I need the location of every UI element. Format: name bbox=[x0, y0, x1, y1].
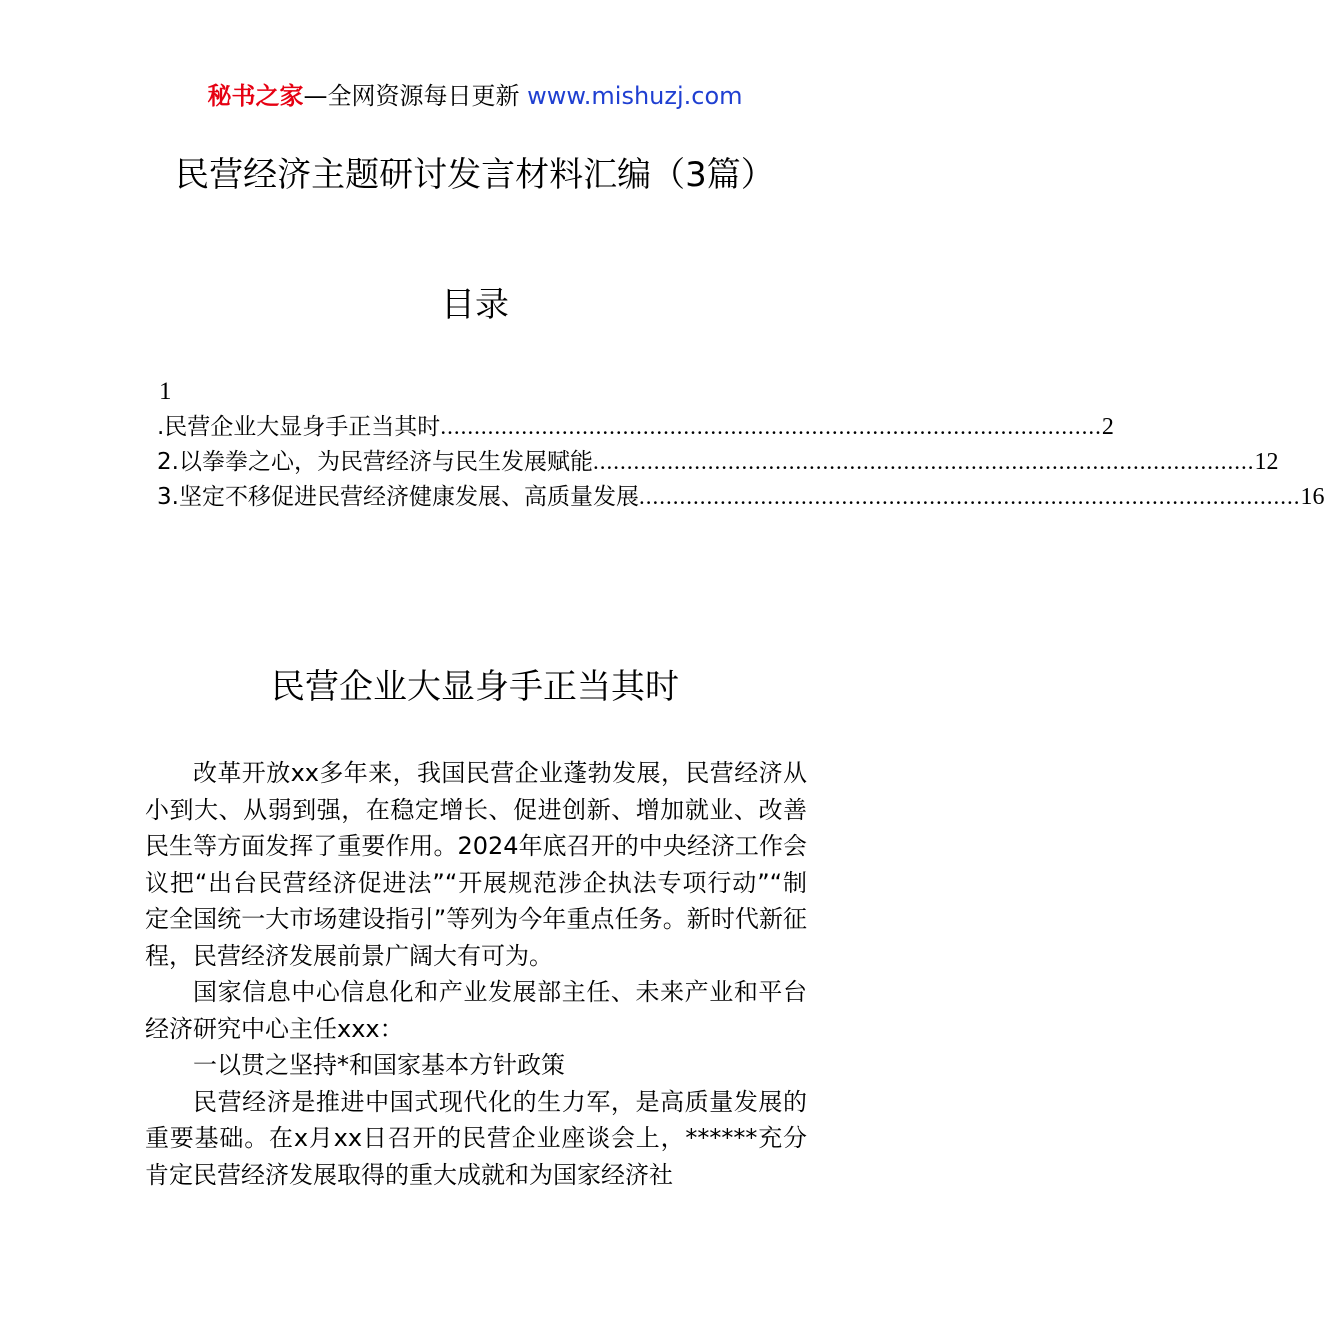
site-url-link[interactable]: www.mishuzj.com bbox=[527, 82, 743, 110]
section-title: 民营企业大显身手正当其时 bbox=[271, 667, 679, 707]
toc-page-number: 12 bbox=[1254, 449, 1279, 475]
toc-entry-label: 2.以拳拳之心，为民营经济与民生发展赋能 bbox=[157, 449, 593, 475]
toc-first-number: 1 bbox=[159, 378, 172, 405]
body-text bbox=[145, 755, 807, 1193]
toc-leader-dots: .................................................................................................. bbox=[592, 449, 1255, 474]
toc-leader-dots: .................................................................................................. bbox=[440, 414, 1102, 439]
toc-page-number: 2 bbox=[1101, 414, 1114, 440]
document-title: 民营经济主题研讨发言材料汇编（3篇） bbox=[175, 155, 775, 195]
paragraph: 国家信息中心信息化和产业发展部主任、未来产业和平台经济研究中心主任xxx： bbox=[145, 978, 807, 1043]
toc-entry-label: 3.坚定不移促进民营经济健康发展、高质量发展 bbox=[157, 484, 639, 510]
toc-leader-dots: .................................................................................................. bbox=[638, 484, 1301, 509]
brand-name: 秘书之家 bbox=[207, 82, 304, 110]
site-header bbox=[0, 80, 950, 112]
toc-entry-1[interactable] bbox=[157, 410, 1114, 444]
paragraph: 一以贯之坚持*和国家基本方针政策 bbox=[193, 1051, 565, 1079]
toc-heading: 目录 bbox=[441, 285, 509, 325]
paragraph: 民营经济是推进中国式现代化的生力军，是高质量发展的重要基础。在x月xx日召开的民营企业座谈会上，******充分肯定民营经济发展取得的重大成就和为国家经济社 bbox=[145, 1087, 807, 1189]
toc-entry-label: .民营企业大显身手正当其时 bbox=[157, 414, 441, 440]
header-tagline: —全网资源每日更新 bbox=[303, 82, 528, 110]
toc-page-number: 16 bbox=[1300, 484, 1324, 510]
toc-entry-2[interactable] bbox=[157, 445, 1279, 479]
paragraph: 改革开放xx多年来，我国民营企业蓬勃发展，民营经济从小到大、从弱到强，在稳定增长、促进创新、增加就业、改善民生等方面发挥了重要作用。2024年底召开的中央经济工作会议把“出台民营经济促进法”“开展规范涉企执法专项行动”“制定全国统一大市场建设指引”等列为今年重点任务。新时代新征程，民营经济发展前景广阔大有可为。 bbox=[145, 759, 807, 970]
toc-entry-3[interactable] bbox=[157, 480, 1324, 514]
